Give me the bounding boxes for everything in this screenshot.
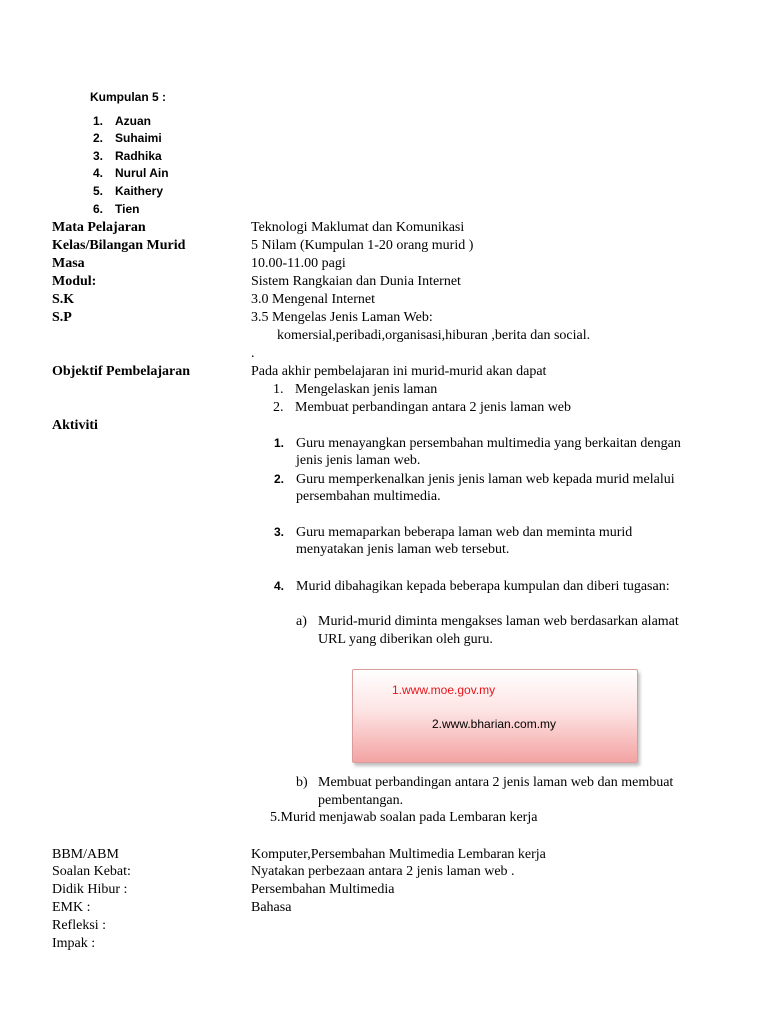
sub-activity-a: a) Murid-murid diminta mengakses laman web berdasarkan alamat	[296, 614, 679, 629]
activity-label: Aktiviti	[52, 418, 98, 433]
activity-step-cont: jenis jenis laman web.	[296, 453, 421, 468]
info-label: S.P	[52, 310, 72, 325]
sub-activity-b-cont: pembentangan.	[318, 793, 404, 808]
activity-step-cont: persembahan multimedia.	[296, 489, 441, 504]
url-box	[352, 669, 638, 763]
sub-activity-b: b) Membuat perbandingan antara 2 jenis laman web dan membuat	[296, 775, 674, 790]
activity-step: 2. Guru memperkenalkan jenis jenis laman web kepada murid melalui	[274, 472, 675, 487]
group-title: Kumpulan 5 :	[90, 90, 167, 104]
footer-label: BBM/ABM	[52, 847, 119, 862]
info-label: S.K	[52, 292, 75, 307]
footer-label: Soalan Kebat:	[52, 864, 131, 879]
footer-label: EMK :	[52, 900, 91, 915]
info-label: Kelas/Bilangan Murid	[52, 238, 186, 253]
url-link[interactable]: 2.www.bharian.com.my	[432, 717, 557, 731]
footer-label: Didik Hibur :	[52, 882, 128, 897]
footer-value: Komputer,Persembahan Multimedia Lembaran kerja	[251, 847, 546, 862]
list-item: 1. Azuan	[93, 114, 151, 128]
info-value: 10.00-11.00 pagi	[251, 256, 346, 271]
footer-value: Nyatakan perbezaan antara 2 jenis laman web .	[251, 864, 515, 879]
info-value: Sistem Rangkaian dan Dunia Internet	[251, 274, 461, 289]
objective-item: 1. Mengelaskan jenis laman	[273, 382, 438, 397]
info-label: Modul:	[52, 274, 97, 289]
info-value: 3.5 Mengelas Jenis Laman Web:	[251, 310, 433, 325]
objective-intro: Pada akhir pembelajaran ini murid-murid akan dapat	[251, 364, 547, 379]
footer-value: Bahasa	[251, 900, 292, 915]
list-item: 2. Suhaimi	[93, 131, 162, 145]
info-label: Mata Pelajaran	[52, 220, 146, 235]
activity-step: 4. Murid dibahagikan kepada beberapa kumpulan dan diberi tugasan:	[274, 579, 670, 594]
info-value: 3.0 Mengenal Internet	[251, 292, 376, 307]
sub-activity-a-cont: URL yang diberikan oleh guru.	[318, 632, 493, 647]
list-item: 5. Kaithery	[93, 184, 164, 198]
activity-step-cont: menyatakan jenis laman web tersebut.	[296, 542, 510, 557]
list-item: 3. Radhika	[93, 149, 162, 163]
info-value: Teknologi Maklumat dan Komunikasi	[251, 220, 465, 235]
footer-label: Impak :	[52, 936, 96, 951]
objective-item: 2. Membuat perbandingan antara 2 jenis laman web	[273, 400, 572, 415]
footer-label: Refleksi :	[52, 918, 107, 933]
info-value: 5 Nilam (Kumpulan 1-20 orang murid )	[251, 238, 474, 253]
info-label: Masa	[52, 256, 85, 271]
url-link[interactable]: 1.www.moe.gov.my	[392, 683, 496, 697]
activity-step: 3. Guru memaparkan beberapa laman web dan meminta murid	[274, 525, 633, 540]
activity-step-5: 5.Murid menjawab soalan pada Lembaran kerja	[270, 810, 538, 825]
objective-label: Objektif Pembelajaran	[52, 364, 191, 379]
list-item: 4. Nurul Ain	[93, 166, 169, 180]
dot-marker: .	[251, 346, 255, 361]
activity-step: 1. Guru menayangkan persembahan multimedia yang berkaitan dengan	[274, 436, 681, 451]
sp-continuation: komersial,peribadi,organisasi,hiburan ,berita dan social.	[277, 328, 591, 343]
list-item: 6. Tien	[93, 202, 140, 216]
footer-value: Persembahan Multimedia	[251, 882, 395, 897]
